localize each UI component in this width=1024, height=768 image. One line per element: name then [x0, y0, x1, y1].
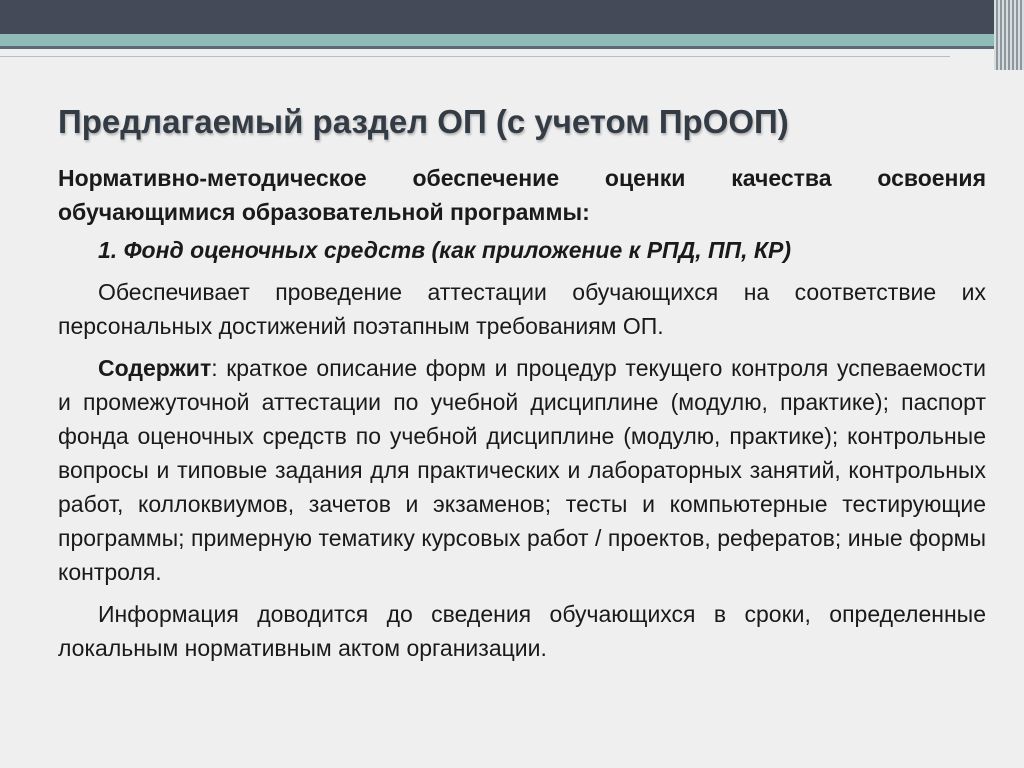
accent-band: [0, 34, 1024, 46]
item-title: 1. Фонд оценочных средств (как приложение к РПД, ПП, КР): [98, 237, 791, 263]
paragraph-3: Информация доводится до сведения обучающихся в сроки, определенные локальным нормативным актом организации.: [58, 601, 986, 661]
paragraph-2: [58, 351, 986, 589]
slide-title: Предлагаемый раздел ОП (с учетом ПрООП): [58, 103, 789, 140]
paragraph-1: Обеспечивает проведение аттестации обучающихся на соответствие их персональных достижений поэтапным требованиям ОП.: [58, 279, 986, 339]
paragraph-2-text: : краткое описание форм и процедур текущего контроля успеваемости и промежуточной аттестации по учебной дисциплине (модулю, практике); паспорт фонда оценочных средств по учебной дисциплине (модулю, практике); контрольные вопросы и типовые задания для практических и лабораторных занятий, контрольных работ, коллоквиумов, зачетов и экзаменов; тесты и компьютерные тестирующие программы; примерную тематику курсовых работ / проектов, рефератов; иные формы контроля.: [58, 355, 986, 585]
intro-text: Нормативно-методическое обеспечение оценки качества освоения обучающимися образовательной программы:: [58, 165, 986, 225]
header-bar: [0, 0, 1024, 34]
thin-divider-line: [0, 56, 950, 57]
paragraph-2-label: Содержит: [98, 355, 212, 381]
divider-line: [0, 46, 1000, 49]
corner-decoration: [994, 0, 1024, 70]
slide-content: [58, 103, 986, 665]
